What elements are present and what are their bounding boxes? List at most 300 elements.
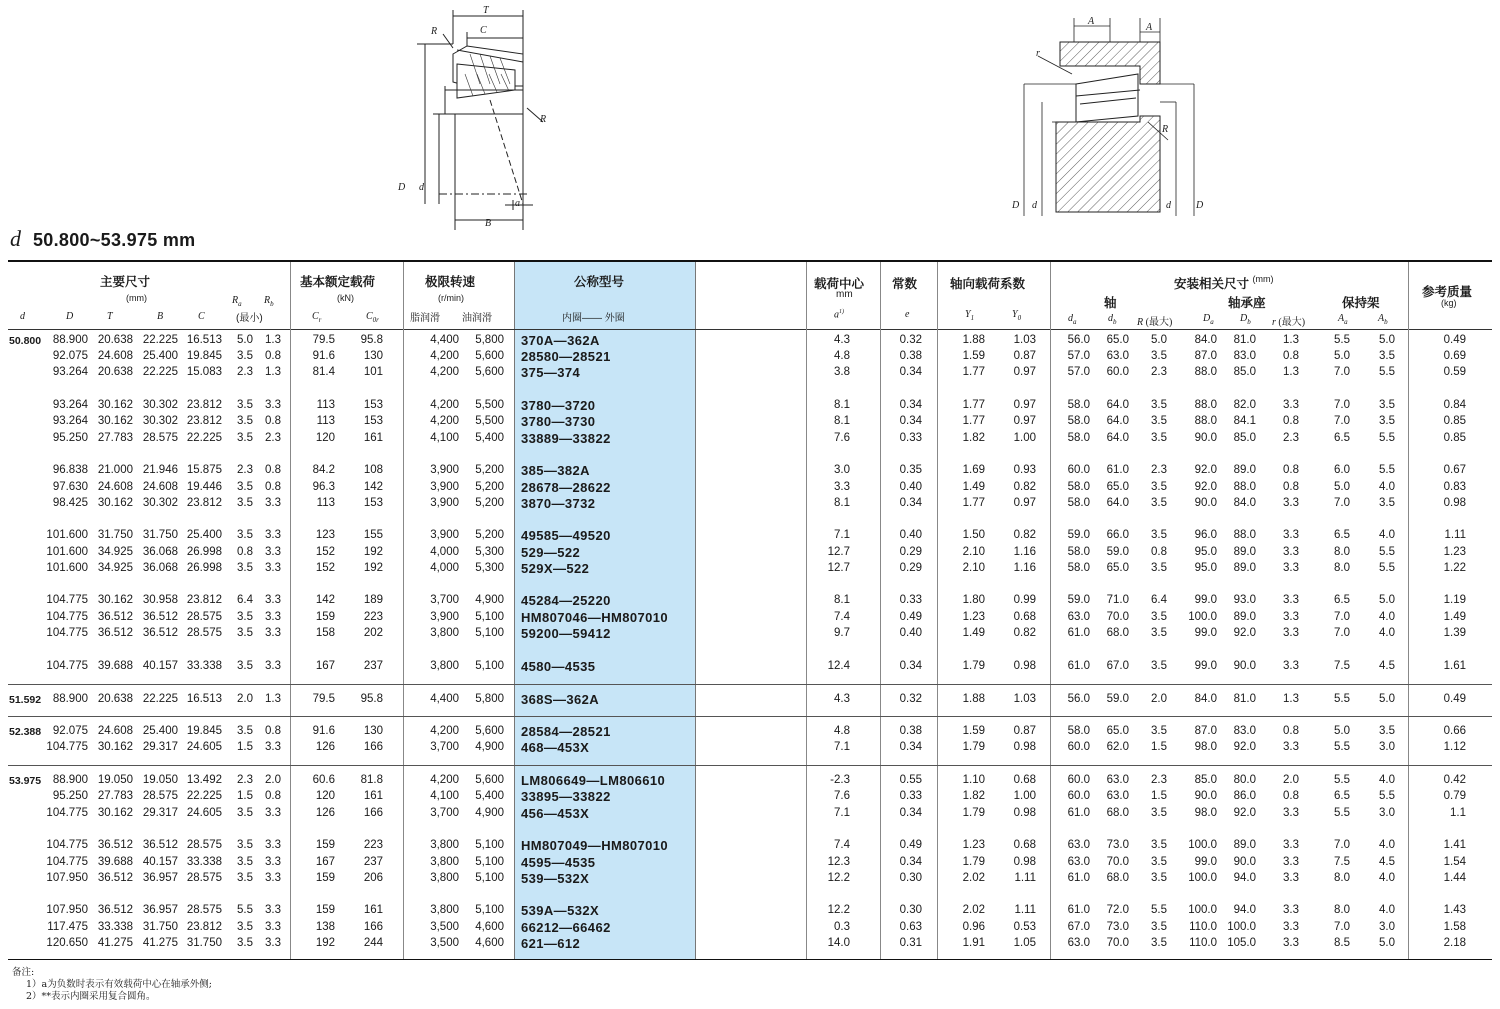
num-load-center: 14.0: [827, 937, 850, 949]
num-Db: 81.0: [1233, 693, 1256, 705]
num-D: 104.775: [46, 839, 88, 851]
num-Da: 95.0: [1194, 546, 1217, 558]
header-mass-unit: (kg): [1441, 298, 1457, 308]
num-Y1: 1.77: [962, 399, 985, 411]
num-mass: 0.49: [1443, 693, 1466, 705]
num-e: 0.34: [899, 497, 922, 509]
num-Db: 88.0: [1233, 481, 1256, 493]
num-Ab: 3.0: [1379, 741, 1395, 753]
num-e: 0.38: [899, 350, 922, 362]
num-Cr: 96.3: [312, 481, 335, 493]
num-Db: 85.0: [1233, 366, 1256, 378]
num-Cor: 81.8: [360, 774, 383, 786]
num-mass: 1.41: [1443, 839, 1466, 851]
num-Y0: 1.03: [1013, 334, 1036, 346]
num-Ab: 4.0: [1379, 872, 1395, 884]
num-Y1: 2.02: [962, 872, 985, 884]
num-load-center: 12.2: [827, 872, 850, 884]
num-C: 23.812: [186, 497, 222, 509]
num-mass: 0.85: [1443, 415, 1466, 427]
num-Y0: 0.99: [1013, 594, 1036, 606]
num-T: 36.512: [97, 872, 133, 884]
col-sep: [937, 262, 938, 959]
num-T: 19.050: [97, 774, 133, 786]
num-R: 0.8: [1151, 546, 1167, 558]
num-Aa: 6.5: [1334, 529, 1350, 541]
header-y1: $Y_1$: [965, 309, 975, 322]
num-Y0: 0.68: [1013, 774, 1036, 786]
num-oil-speed: 5,200: [475, 481, 504, 493]
num-B: 30.302: [142, 415, 178, 427]
num-B: 36.512: [142, 839, 178, 851]
num-Db: 83.0: [1233, 350, 1256, 362]
model-number: 539—532X: [521, 871, 590, 886]
num-D: 117.475: [47, 921, 88, 933]
header-install: [1174, 274, 1274, 292]
num-Aa: 8.0: [1334, 904, 1350, 916]
num-oil-speed: 4,900: [475, 807, 504, 819]
num-Da: 87.0: [1194, 350, 1217, 362]
num-Aa: 5.5: [1334, 334, 1350, 346]
num-db: 64.0: [1106, 415, 1129, 427]
num-Rb: 0.8: [265, 725, 281, 737]
num-Ra: 0.8: [237, 546, 253, 558]
bore-diameter: 50.800: [9, 335, 42, 347]
num-Cr: 167: [315, 856, 335, 868]
num-mass: 1.22: [1443, 562, 1466, 574]
num-Ab: 4.0: [1379, 774, 1395, 786]
num-R: 2.3: [1151, 774, 1167, 786]
num-Y1: 1.91: [962, 937, 985, 949]
num-e: 0.30: [899, 872, 922, 884]
num-R: 3.5: [1151, 399, 1167, 411]
num-Cor: 95.8: [360, 693, 383, 705]
num-Db: 89.0: [1233, 464, 1256, 476]
num-B: 30.958: [142, 594, 178, 606]
num-Y0: 0.98: [1013, 741, 1036, 753]
sub-R-max: (最大): [1145, 317, 1173, 328]
num-Da: 88.0: [1194, 415, 1217, 427]
num-Rb: 1.3: [265, 334, 281, 346]
num-Y1: 1.80: [962, 594, 985, 606]
num-grease-speed: 3,500: [430, 921, 459, 933]
label-a: a: [515, 198, 520, 209]
num-db: 60.0: [1106, 366, 1129, 378]
model-number: 539A—532X: [521, 903, 600, 918]
num-C: 28.575: [186, 839, 222, 851]
model-number: 66212—66462: [521, 920, 611, 935]
num-Aa: 7.0: [1334, 611, 1350, 623]
notes: [12, 967, 212, 1003]
num-Y1: 2.10: [962, 562, 985, 574]
num-mass: 1.11: [1444, 529, 1466, 541]
header-main-dim: 主要尺寸: [100, 275, 151, 289]
num-Aa: 7.5: [1334, 856, 1350, 868]
num-db: 66.0: [1106, 529, 1129, 541]
num-oil-speed: 5,400: [475, 790, 504, 802]
num-Cor: 161: [363, 790, 383, 802]
page-title: [10, 226, 195, 252]
num-e: 0.33: [899, 790, 922, 802]
num-Cr: 138: [315, 921, 335, 933]
num-da: 57.0: [1067, 366, 1090, 378]
num-r: 1.3: [1283, 366, 1299, 378]
num-mass: 0.98: [1443, 497, 1466, 509]
num-D: 96.838: [52, 464, 88, 476]
num-da: 63.0: [1067, 937, 1090, 949]
model-number: 4580—4535: [521, 659, 596, 674]
num-Ab: 4.5: [1379, 856, 1395, 868]
model-number: 468—453X: [521, 740, 590, 755]
num-R: 3.5: [1151, 937, 1167, 949]
model-number: HM807049—HM807010: [521, 838, 668, 853]
num-Rb: 3.3: [265, 611, 281, 623]
num-B: 36.068: [142, 562, 178, 574]
num-R: 1.5: [1151, 790, 1167, 802]
num-T: 34.925: [97, 562, 133, 574]
header-oil: 油润滑: [462, 313, 492, 324]
num-Db: 89.0: [1233, 839, 1256, 851]
num-C: 24.605: [186, 807, 222, 819]
num-D: 95.250: [52, 790, 88, 802]
num-T: 30.162: [97, 399, 133, 411]
num-Y1: 1.77: [962, 497, 985, 509]
num-da: 63.0: [1067, 856, 1090, 868]
num-Y1: 1.77: [962, 415, 985, 427]
num-Y1: 1.79: [962, 807, 985, 819]
num-Db: 88.0: [1233, 529, 1256, 541]
num-oil-speed: 5,100: [475, 660, 504, 672]
num-Rb: 1.3: [265, 366, 281, 378]
num-Y0: 1.11: [1014, 904, 1036, 916]
num-B: 22.225: [142, 693, 178, 705]
note-1: 1）a为负数时表示有效载荷中心在轴承外侧;: [26, 979, 212, 990]
sub-min: (最小): [236, 313, 263, 324]
num-oil-speed: 4,600: [475, 937, 504, 949]
num-r: 3.3: [1283, 594, 1299, 606]
num-Aa: 7.5: [1334, 660, 1350, 672]
num-Cor: 192: [363, 562, 383, 574]
num-Y0: 0.97: [1013, 399, 1036, 411]
num-Cr: 120: [315, 790, 335, 802]
sub-db: $d_b$: [1108, 313, 1117, 326]
num-mass: 0.59: [1443, 366, 1466, 378]
num-db: 63.0: [1106, 774, 1129, 786]
num-R: 2.3: [1151, 464, 1167, 476]
num-B: 28.575: [142, 790, 178, 802]
num-Db: 83.0: [1233, 725, 1256, 737]
num-Y0: 0.82: [1013, 481, 1036, 493]
num-r: 3.3: [1283, 856, 1299, 868]
num-r: 3.3: [1283, 529, 1299, 541]
num-Y0: 1.03: [1013, 693, 1036, 705]
num-D: 97.630: [52, 481, 88, 493]
num-Da: 95.0: [1194, 562, 1217, 574]
num-Ra: 1.5: [237, 741, 253, 753]
num-e: 0.31: [899, 937, 922, 949]
num-T: 24.608: [97, 481, 133, 493]
num-T: 31.750: [97, 529, 133, 541]
num-r: 0.8: [1283, 464, 1299, 476]
num-B: 36.512: [142, 611, 178, 623]
header-main-dim-unit: (mm): [126, 293, 147, 303]
num-da: 61.0: [1067, 660, 1090, 672]
num-D: 107.950: [46, 872, 88, 884]
num-load-center: 12.7: [827, 546, 850, 558]
num-db: 65.0: [1106, 481, 1129, 493]
label-C: C: [480, 25, 487, 36]
num-Rb: 3.3: [265, 921, 281, 933]
num-Y0: 0.82: [1013, 529, 1036, 541]
col-sep: [403, 262, 404, 959]
num-mass: 1.44: [1443, 872, 1466, 884]
num-C: 26.998: [186, 562, 222, 574]
num-db: 63.0: [1106, 350, 1129, 362]
header-a: $a^{1)}$: [834, 309, 844, 321]
num-grease-speed: 3,800: [430, 627, 459, 639]
num-Db: 100.0: [1227, 921, 1256, 933]
num-Da: 100.0: [1188, 872, 1217, 884]
num-r: 3.3: [1283, 921, 1299, 933]
num-T: 30.162: [97, 497, 133, 509]
num-R: 3.5: [1151, 807, 1167, 819]
sub-da: $d_a$: [1068, 313, 1077, 326]
num-mass: 1.19: [1443, 594, 1466, 606]
num-oil-speed: 5,100: [475, 872, 504, 884]
num-D: 93.264: [52, 415, 88, 427]
header-load-center-unit: mm: [836, 289, 853, 300]
num-Ab: 5.5: [1379, 790, 1395, 802]
num-Ab: 5.0: [1379, 693, 1395, 705]
table-bottom-rule: [8, 959, 1492, 960]
num-Y0: 1.05: [1013, 937, 1036, 949]
num-load-center: 8.1: [834, 399, 850, 411]
num-Ra: 3.5: [237, 872, 253, 884]
num-grease-speed: 3,900: [430, 529, 459, 541]
num-B: 40.157: [142, 856, 178, 868]
sub-D: D: [66, 311, 74, 322]
num-T: 30.162: [97, 415, 133, 427]
num-Aa: 8.0: [1334, 546, 1350, 558]
num-Y0: 1.00: [1013, 790, 1036, 802]
num-oil-speed: 5,600: [475, 350, 504, 362]
num-R: 3.5: [1151, 856, 1167, 868]
num-Ra: 6.4: [237, 594, 253, 606]
num-D: 88.900: [52, 693, 88, 705]
num-load-center: 3.3: [834, 481, 850, 493]
num-D: 104.775: [46, 660, 88, 672]
num-Aa: 7.0: [1334, 366, 1350, 378]
num-C: 19.446: [186, 481, 222, 493]
num-Ra: 3.5: [237, 562, 253, 574]
num-Y1: 1.79: [962, 856, 985, 868]
num-r: 3.3: [1283, 611, 1299, 623]
num-Db: 86.0: [1233, 790, 1256, 802]
num-grease-speed: 3,900: [430, 611, 459, 623]
num-db: 62.0: [1106, 741, 1129, 753]
num-B: 36.068: [142, 546, 178, 558]
num-C: 33.338: [186, 856, 222, 868]
num-Db: 80.0: [1233, 774, 1256, 786]
num-load-center: 7.1: [834, 741, 850, 753]
num-oil-speed: 5,600: [475, 725, 504, 737]
num-da: 63.0: [1067, 611, 1090, 623]
num-Da: 92.0: [1194, 481, 1217, 493]
num-B: 36.957: [142, 904, 178, 916]
num-load-center: 12.4: [827, 660, 850, 672]
num-T: 36.512: [97, 839, 133, 851]
num-Aa: 5.0: [1334, 350, 1350, 362]
num-grease-speed: 4,200: [430, 774, 459, 786]
sub-r: r (最大): [1272, 317, 1306, 328]
num-Y1: 1.59: [962, 350, 985, 362]
num-grease-speed: 4,000: [430, 562, 459, 574]
num-Cor: 161: [363, 432, 383, 444]
num-Ra: 3.5: [237, 432, 253, 444]
num-Ra: 2.3: [237, 366, 253, 378]
label-Da: D: [1012, 200, 1020, 211]
num-D: 107.950: [46, 904, 88, 916]
num-oil-speed: 5,600: [475, 366, 504, 378]
notes-label: 备注:: [12, 967, 35, 978]
num-Ra: 2.3: [237, 774, 253, 786]
num-R: 3.5: [1151, 660, 1167, 672]
num-e: 0.35: [899, 464, 922, 476]
num-Ab: 5.0: [1379, 334, 1395, 346]
sub-T: T: [107, 311, 113, 322]
num-mass: 0.42: [1443, 774, 1466, 786]
num-D: 104.775: [46, 611, 88, 623]
num-Cr: 79.5: [312, 693, 335, 705]
num-Da: 90.0: [1194, 497, 1217, 509]
num-D: 88.900: [52, 774, 88, 786]
num-Da: 85.0: [1194, 774, 1217, 786]
num-Da: 88.0: [1194, 399, 1217, 411]
num-grease-speed: 3,500: [430, 937, 459, 949]
num-load-center: 12.3: [827, 856, 850, 868]
num-load-center: 8.1: [834, 415, 850, 427]
num-Cr: 159: [315, 904, 335, 916]
sub-C: C: [198, 311, 205, 322]
num-e: 0.63: [899, 921, 922, 933]
num-da: 58.0: [1067, 546, 1090, 558]
model-number: 368S—362A: [521, 692, 600, 707]
num-C: 26.998: [186, 546, 222, 558]
num-Db: 92.0: [1233, 807, 1256, 819]
num-Db: 90.0: [1233, 856, 1256, 868]
num-mass: 1.58: [1443, 921, 1466, 933]
model-number: 456—453X: [521, 806, 590, 821]
num-grease-speed: 3,800: [430, 660, 459, 672]
num-Rb: 0.8: [265, 350, 281, 362]
num-B: 29.317: [142, 741, 178, 753]
num-Cor: 166: [363, 921, 383, 933]
num-R: 5.0: [1151, 334, 1167, 346]
num-da: 60.0: [1067, 464, 1090, 476]
num-r: 1.3: [1283, 693, 1299, 705]
num-Rb: 3.3: [265, 856, 281, 868]
num-R: 3.5: [1151, 627, 1167, 639]
num-e: 0.29: [899, 546, 922, 558]
num-Rb: 3.3: [265, 529, 281, 541]
num-Cor: 142: [363, 481, 383, 493]
header-a-sym: a: [834, 309, 839, 321]
num-Y1: 1.50: [962, 529, 985, 541]
num-T: 36.512: [97, 611, 133, 623]
num-Cor: 206: [363, 872, 383, 884]
header-load-unit: (kN): [337, 293, 354, 303]
num-Da: 110.0: [1189, 921, 1217, 933]
num-Da: 88.0: [1194, 366, 1217, 378]
num-e: 0.40: [899, 529, 922, 541]
num-e: 0.34: [899, 415, 922, 427]
header-speed: 极限转速: [425, 275, 476, 289]
num-Db: 89.0: [1233, 611, 1256, 623]
num-Rb: 0.8: [265, 415, 281, 427]
num-db: 67.0: [1106, 660, 1129, 672]
num-grease-speed: 4,200: [430, 350, 459, 362]
num-Aa: 5.5: [1334, 774, 1350, 786]
num-Cor: 192: [363, 546, 383, 558]
num-T: 24.608: [97, 725, 133, 737]
num-mass: 1.43: [1443, 904, 1466, 916]
num-da: 61.0: [1067, 872, 1090, 884]
model-number: 370A—362A: [521, 333, 600, 348]
num-Ra: 3.5: [237, 415, 253, 427]
model-number: 4595—4535: [521, 855, 596, 870]
num-da: 58.0: [1067, 725, 1090, 737]
num-Db: 82.0: [1233, 399, 1256, 411]
num-Y0: 0.53: [1013, 921, 1036, 933]
sub-Cr: $C_r$: [312, 311, 322, 324]
num-load-center: 9.7: [834, 627, 850, 639]
num-oil-speed: 5,100: [475, 839, 504, 851]
num-Ra: 1.5: [237, 790, 253, 802]
num-grease-speed: 4,100: [430, 432, 459, 444]
num-Cor: 153: [363, 415, 383, 427]
num-Db: 92.0: [1233, 627, 1256, 639]
label-Ab: A: [1146, 22, 1153, 33]
num-Cor: 244: [363, 937, 383, 949]
num-T: 33.338: [97, 921, 133, 933]
num-B: 36.957: [142, 872, 178, 884]
num-oil-speed: 5,500: [475, 415, 504, 427]
num-Ra: 2.0: [237, 693, 253, 705]
num-Cr: 192: [315, 937, 335, 949]
num-Cor: 223: [363, 611, 383, 623]
col-sep: [880, 262, 881, 959]
header-model-sub: 内圈—— 外圈: [562, 313, 625, 324]
num-load-center: 7.6: [834, 432, 850, 444]
num-Db: 89.0: [1233, 546, 1256, 558]
num-Ab: 5.5: [1379, 432, 1395, 444]
num-mass: 0.79: [1443, 790, 1466, 802]
sub-Db: $D_b$: [1240, 313, 1251, 326]
num-B: 30.302: [142, 399, 178, 411]
num-Cr: 81.4: [312, 366, 335, 378]
num-Y0: 0.98: [1013, 856, 1036, 868]
num-Ab: 3.5: [1379, 725, 1395, 737]
num-Y0: 1.00: [1013, 432, 1036, 444]
num-D: 93.264: [52, 399, 88, 411]
num-db: 68.0: [1106, 627, 1129, 639]
num-Ra: 3.5: [237, 660, 253, 672]
num-load-center: 12.7: [827, 562, 850, 574]
num-Y0: 1.16: [1013, 546, 1036, 558]
num-da: 60.0: [1067, 741, 1090, 753]
num-grease-speed: 3,700: [430, 807, 459, 819]
num-mass: 0.85: [1443, 432, 1466, 444]
